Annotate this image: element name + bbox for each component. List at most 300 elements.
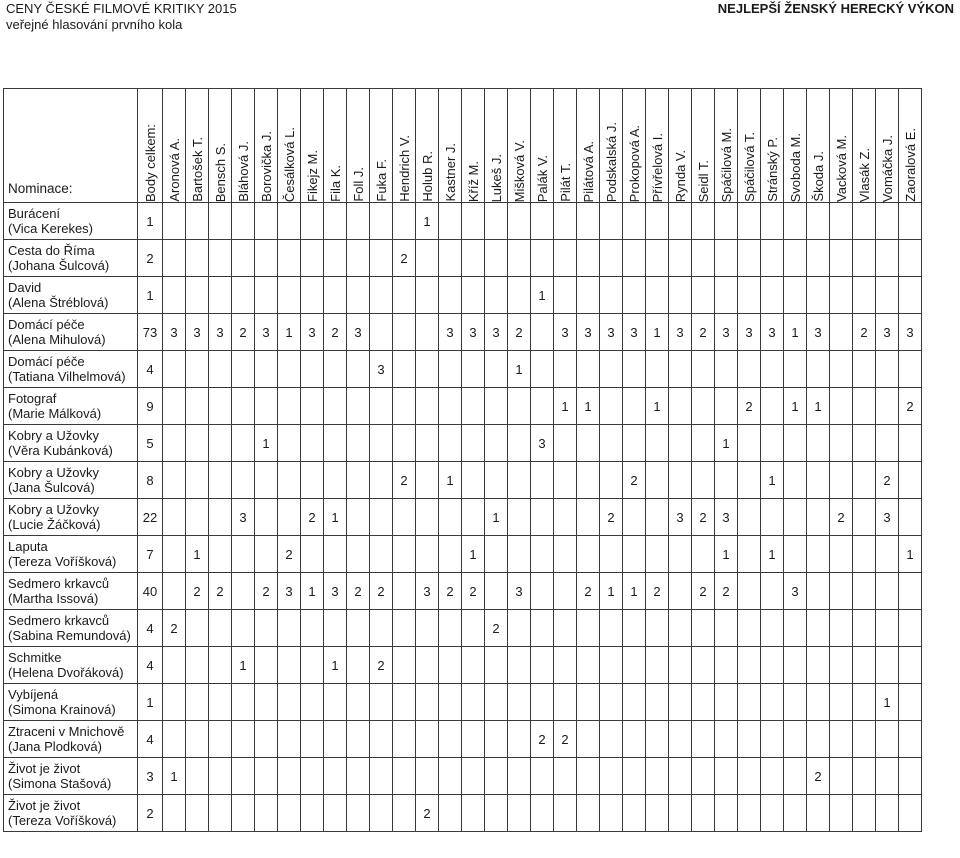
- vote-cell: [439, 388, 462, 425]
- juror-name: Aronová A.: [166, 138, 182, 202]
- vote-cell: [807, 425, 830, 462]
- vote-cell: [577, 647, 600, 684]
- vote-cell: [761, 351, 784, 388]
- juror-name: Holub R.: [419, 151, 435, 202]
- vote-cell: [715, 462, 738, 499]
- vote-cell: 1: [623, 573, 646, 610]
- vote-cell: [692, 351, 715, 388]
- vote-cell: [163, 499, 186, 536]
- actress-name: (Simona Krainová): [8, 702, 116, 717]
- vote-cell: [738, 758, 761, 795]
- vote-cell: [646, 647, 669, 684]
- vote-cell: [646, 425, 669, 462]
- vote-cell: [692, 536, 715, 573]
- vote-cell: [531, 240, 554, 277]
- vote-cell: 2: [531, 721, 554, 758]
- total-points-cell: 8: [138, 462, 163, 499]
- vote-cell: [807, 610, 830, 647]
- juror-name: Lukeš J.: [488, 153, 504, 202]
- vote-cell: 2: [370, 573, 393, 610]
- vote-cell: [853, 425, 876, 462]
- vote-cell: 3: [508, 573, 531, 610]
- vote-cell: 3: [784, 573, 807, 610]
- vote-cell: [600, 240, 623, 277]
- vote-cell: 2: [692, 314, 715, 351]
- vote-cell: [255, 277, 278, 314]
- table-row: [4, 277, 922, 314]
- vote-cell: [347, 684, 370, 721]
- nomination-cell: [4, 573, 138, 610]
- vote-cell: [646, 203, 669, 240]
- vote-cell: [393, 314, 416, 351]
- vote-cell: [807, 795, 830, 832]
- vote-cell: [347, 203, 370, 240]
- table-body: [4, 203, 922, 832]
- juror-header: [738, 89, 761, 203]
- vote-cell: [876, 647, 899, 684]
- vote-cell: [738, 203, 761, 240]
- vote-cell: [324, 684, 347, 721]
- nomination-cell: [4, 462, 138, 499]
- vote-cell: [600, 684, 623, 721]
- vote-cell: [876, 425, 899, 462]
- vote-cell: [278, 795, 301, 832]
- juror-name: Hendrich V.: [396, 135, 412, 202]
- vote-cell: 1: [485, 499, 508, 536]
- vote-cell: [899, 758, 922, 795]
- vote-cell: [324, 721, 347, 758]
- juror-name: Škoda J.: [810, 151, 826, 202]
- vote-cell: [485, 425, 508, 462]
- actress-name: (Lucie Žáčková): [8, 517, 101, 532]
- juror-name: Česálková L.: [281, 126, 297, 202]
- vote-cell: [232, 795, 255, 832]
- vote-cell: 3: [807, 314, 830, 351]
- vote-cell: [830, 795, 853, 832]
- nomination-cell: [4, 203, 138, 240]
- juror-header: [347, 89, 370, 203]
- table-row: [4, 684, 922, 721]
- juror-header: [439, 89, 462, 203]
- total-points-cell: 1: [138, 277, 163, 314]
- total-points-cell: 1: [138, 684, 163, 721]
- vote-cell: [899, 610, 922, 647]
- vote-cell: [347, 536, 370, 573]
- vote-cell: [324, 388, 347, 425]
- vote-cell: [186, 462, 209, 499]
- vote-cell: [784, 721, 807, 758]
- vote-cell: [186, 277, 209, 314]
- vote-cell: [485, 536, 508, 573]
- vote-cell: [301, 277, 324, 314]
- vote-cell: [163, 647, 186, 684]
- juror-header: [853, 89, 876, 203]
- vote-cell: [600, 610, 623, 647]
- vote-cell: [600, 351, 623, 388]
- vote-cell: [186, 610, 209, 647]
- juror-name: Rynda V.: [672, 149, 688, 202]
- vote-cell: [807, 351, 830, 388]
- juror-header: [485, 89, 508, 203]
- vote-cell: [370, 425, 393, 462]
- total-points-cell: 9: [138, 388, 163, 425]
- vote-cell: [646, 721, 669, 758]
- vote-cell: [738, 573, 761, 610]
- vote-cell: [278, 462, 301, 499]
- vote-cell: [899, 795, 922, 832]
- vote-cell: [485, 277, 508, 314]
- vote-cell: 1: [761, 462, 784, 499]
- vote-cell: [531, 351, 554, 388]
- vote-cell: 3: [761, 314, 784, 351]
- vote-cell: [692, 684, 715, 721]
- nomination-cell: [4, 758, 138, 795]
- vote-cell: [715, 721, 738, 758]
- vote-cell: 3: [715, 499, 738, 536]
- vote-cell: [347, 277, 370, 314]
- vote-cell: [485, 351, 508, 388]
- vote-cell: [738, 462, 761, 499]
- vote-cell: [255, 240, 278, 277]
- film-title: Kobry a Užovky: [8, 428, 100, 443]
- vote-cell: [324, 795, 347, 832]
- vote-cell: [623, 721, 646, 758]
- vote-cell: [899, 499, 922, 536]
- vote-cell: [163, 277, 186, 314]
- vote-cell: [830, 684, 853, 721]
- vote-cell: [347, 758, 370, 795]
- vote-cell: [301, 647, 324, 684]
- vote-cell: [830, 462, 853, 499]
- juror-name: Spáčilová M.: [718, 127, 734, 202]
- vote-cell: [899, 277, 922, 314]
- vote-cell: [853, 721, 876, 758]
- vote-cell: [416, 240, 439, 277]
- vote-cell: [876, 721, 899, 758]
- film-title: Domácí péče: [8, 317, 85, 332]
- vote-cell: [784, 203, 807, 240]
- vote-cell: [669, 351, 692, 388]
- vote-cell: [347, 388, 370, 425]
- vote-cell: 3: [899, 314, 922, 351]
- vote-cell: [531, 314, 554, 351]
- vote-cell: [209, 388, 232, 425]
- vote-cell: 3: [485, 314, 508, 351]
- vote-cell: [600, 462, 623, 499]
- vote-cell: [761, 277, 784, 314]
- vote-cell: [807, 203, 830, 240]
- total-points-cell: 2: [138, 240, 163, 277]
- vote-cell: [669, 277, 692, 314]
- vote-cell: [324, 536, 347, 573]
- vote-cell: [439, 425, 462, 462]
- vote-cell: [531, 203, 554, 240]
- vote-cell: [209, 277, 232, 314]
- vote-cell: 2: [278, 536, 301, 573]
- vote-cell: [301, 462, 324, 499]
- vote-cell: [784, 277, 807, 314]
- vote-cell: [439, 610, 462, 647]
- vote-cell: [669, 240, 692, 277]
- vote-cell: 2: [485, 610, 508, 647]
- vote-cell: [738, 684, 761, 721]
- vote-cell: [278, 684, 301, 721]
- vote-cell: 3: [163, 314, 186, 351]
- juror-header: [370, 89, 393, 203]
- vote-cell: [462, 684, 485, 721]
- vote-cell: [830, 240, 853, 277]
- vote-cell: 3: [278, 573, 301, 610]
- vote-cell: [646, 277, 669, 314]
- film-title: Ztraceni v Mnichově: [8, 724, 125, 739]
- vote-cell: [232, 203, 255, 240]
- vote-cell: [784, 351, 807, 388]
- vote-cell: [393, 610, 416, 647]
- vote-cell: [853, 277, 876, 314]
- vote-cell: [370, 240, 393, 277]
- vote-cell: [209, 425, 232, 462]
- vote-cell: [784, 425, 807, 462]
- vote-cell: [600, 536, 623, 573]
- vote-cell: [347, 795, 370, 832]
- vote-cell: [692, 277, 715, 314]
- vote-cell: 3: [715, 314, 738, 351]
- vote-cell: [577, 721, 600, 758]
- vote-cell: [784, 795, 807, 832]
- vote-cell: [232, 573, 255, 610]
- vote-cell: 2: [347, 573, 370, 610]
- vote-cell: [347, 425, 370, 462]
- vote-cell: [301, 721, 324, 758]
- vote-cell: 2: [830, 499, 853, 536]
- vote-cell: 2: [209, 573, 232, 610]
- vote-cell: [715, 351, 738, 388]
- total-label: Body celkem:: [142, 123, 158, 202]
- vote-cell: [876, 240, 899, 277]
- vote-cell: [715, 388, 738, 425]
- voting-table: [3, 88, 922, 832]
- actress-name: (Alena Štréblová): [8, 295, 109, 310]
- vote-cell: [508, 462, 531, 499]
- vote-cell: [531, 388, 554, 425]
- juror-header: [232, 89, 255, 203]
- vote-cell: [761, 203, 784, 240]
- vote-cell: [370, 203, 393, 240]
- vote-cell: [761, 425, 784, 462]
- juror-name: Pilátová A.: [580, 140, 596, 202]
- film-title: Kobry a Užovky: [8, 502, 100, 517]
- vote-cell: [531, 684, 554, 721]
- vote-cell: [439, 684, 462, 721]
- film-title: Fotograf: [8, 391, 57, 406]
- vote-cell: 3: [347, 314, 370, 351]
- vote-cell: 3: [577, 314, 600, 351]
- page-subtitle: veřejné hlasování prvního kola: [6, 17, 183, 32]
- nomination-cell: [4, 536, 138, 573]
- vote-cell: [232, 758, 255, 795]
- vote-cell: 2: [416, 795, 439, 832]
- vote-cell: [508, 388, 531, 425]
- vote-cell: [830, 351, 853, 388]
- vote-cell: [600, 203, 623, 240]
- vote-cell: [416, 277, 439, 314]
- vote-cell: [692, 795, 715, 832]
- vote-cell: [393, 721, 416, 758]
- vote-cell: [623, 647, 646, 684]
- vote-cell: [738, 351, 761, 388]
- actress-name: (Vica Kerekes): [8, 221, 94, 236]
- actress-name: (Johana Šulcová): [8, 258, 110, 273]
- vote-cell: 3: [232, 499, 255, 536]
- vote-cell: [692, 721, 715, 758]
- vote-cell: [416, 314, 439, 351]
- juror-header: [462, 89, 485, 203]
- vote-cell: [554, 240, 577, 277]
- category-title: NEJLEPŠÍ ŽENSKÝ HERECKÝ VÝKON: [717, 1, 954, 16]
- vote-cell: [278, 203, 301, 240]
- vote-cell: [853, 462, 876, 499]
- vote-cell: 2: [232, 314, 255, 351]
- vote-cell: 3: [416, 573, 439, 610]
- vote-cell: [577, 462, 600, 499]
- vote-cell: [370, 684, 393, 721]
- juror-header: [830, 89, 853, 203]
- vote-cell: [669, 684, 692, 721]
- vote-cell: 2: [807, 758, 830, 795]
- vote-cell: [508, 240, 531, 277]
- actress-name: (Helena Dvořáková): [8, 665, 124, 680]
- film-title: Laputa: [8, 539, 48, 554]
- juror-name: Bartošek T.: [189, 137, 205, 202]
- vote-cell: [393, 499, 416, 536]
- vote-cell: [508, 758, 531, 795]
- vote-cell: [301, 240, 324, 277]
- vote-cell: 3: [301, 314, 324, 351]
- vote-cell: [278, 277, 301, 314]
- film-title: Burácení: [8, 206, 61, 221]
- vote-cell: [209, 721, 232, 758]
- vote-cell: [462, 388, 485, 425]
- vote-cell: [830, 573, 853, 610]
- vote-cell: [554, 425, 577, 462]
- vote-cell: [577, 499, 600, 536]
- vote-cell: [761, 240, 784, 277]
- vote-cell: [577, 425, 600, 462]
- vote-cell: [623, 388, 646, 425]
- vote-cell: [899, 573, 922, 610]
- vote-cell: [761, 795, 784, 832]
- vote-cell: [508, 795, 531, 832]
- juror-header: [416, 89, 439, 203]
- vote-cell: [899, 721, 922, 758]
- actress-name: (Simona Stašová): [8, 776, 112, 791]
- juror-header: [577, 89, 600, 203]
- vote-cell: [301, 795, 324, 832]
- vote-cell: [255, 684, 278, 721]
- vote-cell: [784, 240, 807, 277]
- vote-cell: 2: [623, 462, 646, 499]
- vote-cell: [393, 388, 416, 425]
- vote-cell: [554, 758, 577, 795]
- vote-cell: [784, 610, 807, 647]
- vote-cell: [830, 610, 853, 647]
- vote-cell: [807, 647, 830, 684]
- vote-cell: [692, 647, 715, 684]
- nominations-header: [4, 89, 138, 203]
- vote-cell: [209, 758, 232, 795]
- vote-cell: [876, 610, 899, 647]
- vote-cell: [209, 351, 232, 388]
- table-row: [4, 758, 922, 795]
- vote-cell: [899, 240, 922, 277]
- vote-cell: [324, 277, 347, 314]
- vote-cell: [209, 610, 232, 647]
- vote-cell: [485, 388, 508, 425]
- vote-cell: [577, 203, 600, 240]
- vote-cell: 2: [554, 721, 577, 758]
- vote-cell: [784, 684, 807, 721]
- juror-name: Foll J.: [350, 167, 366, 202]
- vote-cell: [163, 351, 186, 388]
- vote-cell: [232, 277, 255, 314]
- vote-cell: [807, 536, 830, 573]
- vote-cell: [623, 351, 646, 388]
- vote-cell: [485, 647, 508, 684]
- vote-cell: 2: [876, 462, 899, 499]
- vote-cell: [623, 240, 646, 277]
- vote-cell: [393, 351, 416, 388]
- vote-cell: [669, 795, 692, 832]
- vote-cell: 1: [301, 573, 324, 610]
- vote-cell: 3: [600, 314, 623, 351]
- vote-cell: [416, 610, 439, 647]
- total-points-cell: 73: [138, 314, 163, 351]
- film-title: Kobry a Užovky: [8, 465, 100, 480]
- vote-cell: [439, 721, 462, 758]
- juror-header: [761, 89, 784, 203]
- vote-cell: [255, 203, 278, 240]
- vote-cell: [899, 351, 922, 388]
- vote-cell: [439, 277, 462, 314]
- vote-cell: [324, 203, 347, 240]
- vote-cell: [439, 499, 462, 536]
- vote-cell: [163, 573, 186, 610]
- vote-cell: [462, 758, 485, 795]
- vote-cell: [393, 684, 416, 721]
- vote-cell: [899, 647, 922, 684]
- vote-cell: [370, 314, 393, 351]
- juror-header: [278, 89, 301, 203]
- vote-cell: [554, 499, 577, 536]
- juror-header: [692, 89, 715, 203]
- total-points-cell: 2: [138, 795, 163, 832]
- vote-cell: [623, 277, 646, 314]
- vote-cell: [232, 388, 255, 425]
- total-header: [138, 89, 163, 203]
- vote-cell: [876, 351, 899, 388]
- vote-cell: [692, 203, 715, 240]
- vote-cell: [531, 462, 554, 499]
- vote-cell: [531, 573, 554, 610]
- vote-cell: [738, 721, 761, 758]
- table-row: [4, 536, 922, 573]
- table-row: [4, 647, 922, 684]
- vote-cell: [646, 499, 669, 536]
- nomination-cell: [4, 314, 138, 351]
- vote-cell: 1: [324, 647, 347, 684]
- vote-cell: 3: [669, 499, 692, 536]
- table-row: [4, 573, 922, 610]
